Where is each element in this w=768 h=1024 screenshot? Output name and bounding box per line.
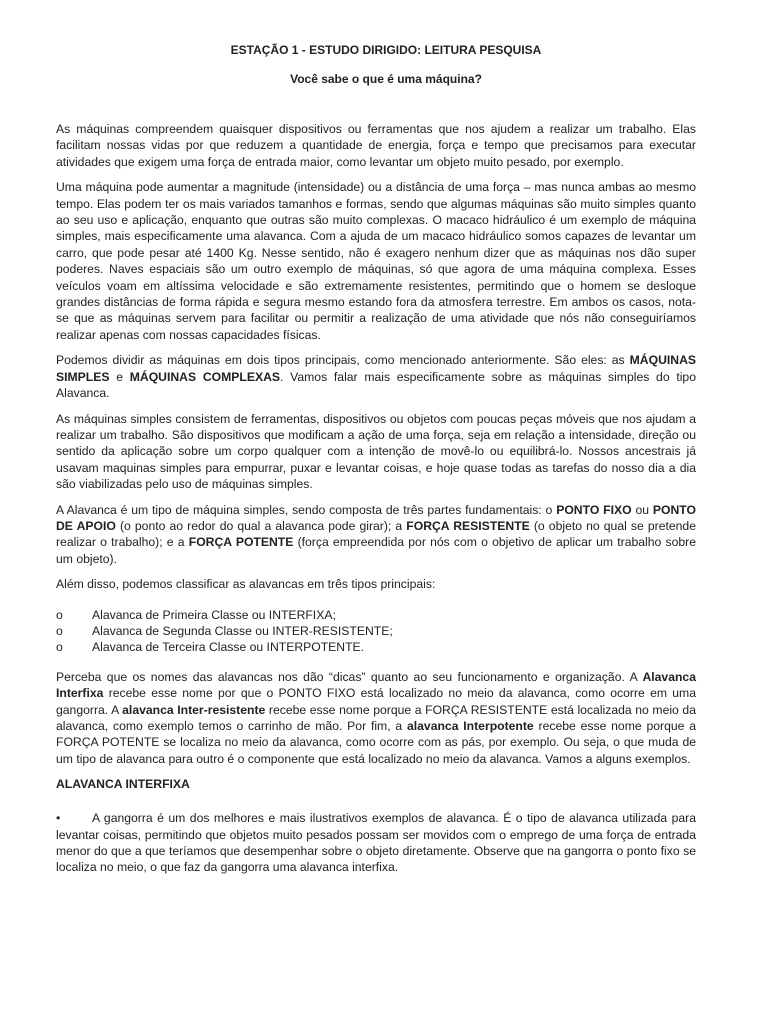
list-item: o Alavanca de Segunda Classe ou INTER-RESISTENTE; bbox=[56, 623, 393, 638]
document-subtitle: Você sabe o que é uma máquina? bbox=[290, 72, 482, 86]
list-bullet-icon: o bbox=[56, 623, 63, 638]
paragraph-5: A Alavanca é um tipo de máquina simples, sendo composta de três partes fundamentais: o PONTO FIXO ou PONTO DE APOIO (o ponto ao redor do qual a alavanca pode girar); a FORÇA RESISTENTE (o objeto no qual se pretende realizar o trabalho); e a FORÇA POTENTE (força empreendida por nós com o objetivo de aplicar um trabalho sobre um objeto). bbox=[56, 502, 696, 566]
term-maquinas-simples: MÁQUINAS SIMPLES bbox=[56, 353, 696, 384]
paragraph-2: Uma máquina pode aumentar a magnitude (intensidade) ou a distância de uma força – mas nunca ambas ao mesmo tempo. Elas podem ter os mais variados tamanhos e formas, sendo que algumas máquinas são muito simples quanto ao seu uso e aplicação, enquanto que outras são muito complexas. O macaco hidráulico é um exemplo de máquina simples, mais especificamente uma alavanca. Com a ajuda de um macaco hidráulico somos capazes de levantar um carro, que pode pesar até 1400 Kg. Nesse sentido, não é exagero nenhum dizer que as máquinas nos dão super poderes. Naves espaciais são um outro exemplo de máquinas, só que agora de uma máquina complexa. Esses veículos voam em altíssima velocidade e são extremamente resistentes, permitindo que o homem se desloque grandes distâncias de forma rápida e segura mesmo estando fora da atmosfera terrestre. Em ambos os casos, nota-se que as máquinas servem para facilitar ou permitir a realização de uma atividade que nós não conseguiríamos realizar apenas com nossas capacidades físicas. bbox=[56, 180, 696, 342]
section-heading: ALAVANCA INTERFIXA bbox=[56, 777, 190, 792]
term-forca-resistente: FORÇA RESISTENTE bbox=[406, 518, 530, 533]
paragraph-4: As máquinas simples consistem de ferramentas, dispositivos ou objetos com poucas peças móveis que nos ajudam a realizar um trabalho. São dispositivos que modificam a ação de uma força, seja em relação a intensidade, direção ou sentido da aplicação sobre um corpo qualquer com a intenção de movê-lo ou equilibrá-lo. Nossos ancestrais já usavam maquinas simples para empurrar, puxar e levantar coisas, e hoje quase todas as tarefas do nosso dia a dia são viabilizadas pelo uso de máquinas simples. bbox=[56, 411, 696, 492]
term-ponto-fixo: PONTO FIXO bbox=[556, 502, 632, 517]
term-maquinas-complexas: MÁQUINAS COMPLEXAS bbox=[129, 369, 281, 384]
term-alavanca-inter-resistente: alavanca Inter-resistente bbox=[122, 702, 266, 717]
paragraph-1: As máquinas compreendem quaisquer dispositivos ou ferramentas que nos ajudem a realizar um trabalho. Elas facilitam nossas vidas por que reduzem a quantidade de energia, força e tempo que precisamos para executar atividades que exigem uma força de entrada maior, como levantar um objeto muito pesado, por exemplo. bbox=[56, 122, 696, 169]
list-bullet-icon: o bbox=[56, 607, 63, 622]
bullet-icon: • bbox=[56, 811, 61, 826]
paragraph-8: • A gangorra é um dos melhores e mais ilustrativos exemplos de alavanca. É o tipo de alavanca utilizada para levantar coisas, permitindo que objetos muito pesados possam ser movidos com o emprego de uma força de entrada menor do que a que teríamos que desempenhar sobre o objeto diretamente. Observe que na gangorra o ponto fixo se localiza no meio, o que faz da gangorra uma alavanca interfixa. bbox=[56, 811, 696, 875]
lever-types-list bbox=[56, 607, 696, 656]
term-forca-potente: FORÇA POTENTE bbox=[188, 535, 294, 550]
term-alavanca-interfixa: Alavanca Interfixa bbox=[56, 669, 696, 701]
term-ponto-de-apoio: PONTO DE APOIO bbox=[56, 502, 696, 533]
paragraph-6: Além disso, podemos classificar as alavancas em três tipos principais: bbox=[56, 577, 436, 592]
paragraph-7: Perceba que os nomes das alavancas nos dão “dicas” quanto ao seu funcionamento e organização. A Alavanca Interfixa recebe esse nome por que o PONTO FIXO está localizado no meio da alavanca, como ocorre em uma gangorra. A alavanca Inter-resistente recebe esse nome porque a FORÇA RESISTENTE está localizada no meio da alavanca, como exemplo temos o carrinho de mão. Por fim, a alavanca Interpotente recebe esse nome porque a FORÇA POTENTE se localiza no meio da alavanca, como ocorre com as pás, por exemplo. Ou seja, o que muda de um tipo de alavanca para outro é o componente que está localizado no meio da alavanca. Vamos a alguns exemplos. bbox=[56, 669, 696, 766]
list-item: o Alavanca de Primeira Classe ou INTERFIXA; bbox=[56, 607, 336, 622]
document-title: ESTAÇÃO 1 - ESTUDO DIRIGIDO: LEITURA PESQUISA bbox=[230, 43, 542, 57]
list-bullet-icon: o bbox=[56, 640, 63, 655]
term-alavanca-interpotente: alavanca Interpotente bbox=[406, 719, 534, 733]
list-item: o Alavanca de Terceira Classe ou INTERPOTENTE. bbox=[56, 640, 365, 655]
paragraph-3: Podemos dividir as máquinas em dois tipos principais, como mencionado anteriormente. São eles: as MÁQUINAS SIMPLES e MÁQUINAS COMPLEXAS. Vamos falar mais especificamente sobre as máquinas simples do tipo Alavanca. bbox=[56, 353, 696, 401]
